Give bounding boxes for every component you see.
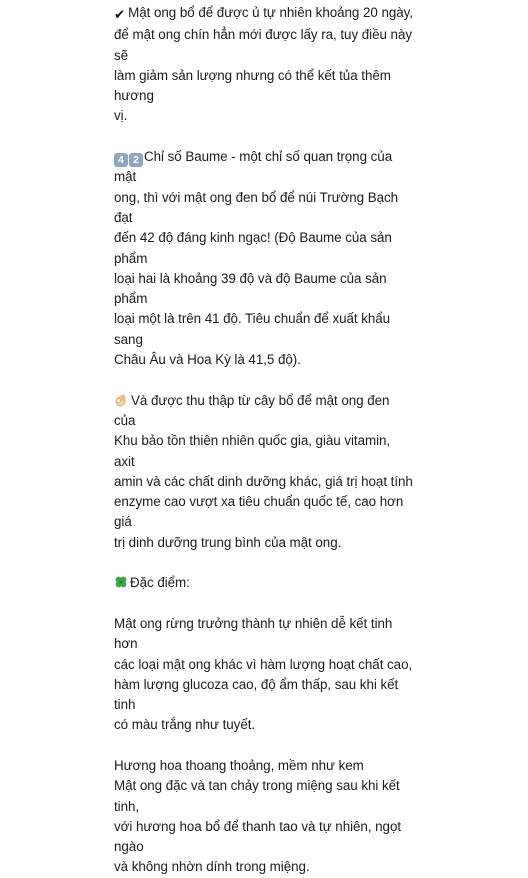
baume-line-6: Châu Âu và Hoa Kỳ là 41,5 độ). [114,352,301,368]
baume-line-5: loại một là trên 41 độ. Tiêu chuẩn để xuất khẩu sang [114,311,391,347]
ok-hand-icon [114,394,127,407]
keycap-2-icon: 2 [129,153,143,167]
aging-line-4: vị. [114,108,128,124]
aging-line-3: làm giảm sản lượng nhưng có thể kết tủa thêm hương [114,67,391,104]
aroma-line-4: và không nhờn dính trong miệng. [114,859,310,875]
aroma-line-1: Hương hoa thoang thoảng, mềm như kem [114,757,364,773]
paragraph-aroma [114,756,414,878]
paragraph-gap [114,736,414,756]
paragraph-gap [114,594,414,614]
crystallize-line-1: Mật ong rừng trưởng thành tự nhiên dễ kết tinh hơn [114,615,393,652]
source-line-4: enzyme cao vượt xa tiêu chuẩn quốc tế, cao hơn giá [114,494,404,530]
aroma-line-3: với hương hoa bổ để thanh tao và tự nhiên, ngọt ngào [114,818,402,855]
paragraph-features-heading [114,573,414,593]
source-line-2: Khu bảo tồn thiên nhiên quốc gia, giàu vitamin, axit [114,433,391,469]
paragraph-aging [114,3,414,127]
crystallize-line-2: các loại mật ong khác vì hàm lượng hoạt chất cao, [114,656,413,672]
heavy-check-mark-icon: ✔ [114,7,126,22]
paragraph-gap [114,127,414,147]
aging-line-1: Mật ong bổ để được ủ tự nhiên khoảng 20 ngày, [128,5,413,20]
crystallize-line-4: có màu trắng như tuyết. [114,717,256,733]
paragraph-baume [114,147,414,370]
baume-line-4: loại hai là khoảng 39 độ và độ Baume của sản phẩm [114,270,387,307]
paragraph-gap [114,553,414,573]
aging-line-2: để mật ong chín hẳn mới được lấy ra, tuy điều này sẽ [114,27,412,63]
keycap-4-2-icon [114,149,144,167]
paragraph-crystallize [114,614,414,736]
source-line-3: amin và các chất dinh dưỡng khác, giá trị hoạt tính [114,473,413,489]
baume-line-2: ong, thì với mật ong đen bổ để núi Trường Bạch đạt [114,189,399,225]
paragraph-gap [114,370,414,390]
aroma-line-2: Mật ong đặc và tan chảy trong miệng sau khi kết tinh, [114,778,400,814]
post-body [114,3,414,878]
four-leaf-clover-icon [114,575,128,589]
keycap-4-icon: 4 [114,153,128,167]
baume-line-3: đến 42 độ đáng kinh ngạc! (Độ Baume của sản phẩm [114,230,392,266]
baume-line-1: Chỉ số Baume - một chỉ số quan trọng của mật [114,149,393,185]
features-heading: Đặc điểm: [130,575,190,591]
crystallize-line-3: hàm lượng glucoza cao, độ ẩm thấp, sau khi kết tinh [114,676,399,713]
source-line-5: trị dinh dưỡng trung bình của mật ong. [114,534,342,550]
source-line-1: Và được thu thập từ cây bổ để mật ong đen của [114,392,390,428]
paragraph-source [114,391,414,553]
